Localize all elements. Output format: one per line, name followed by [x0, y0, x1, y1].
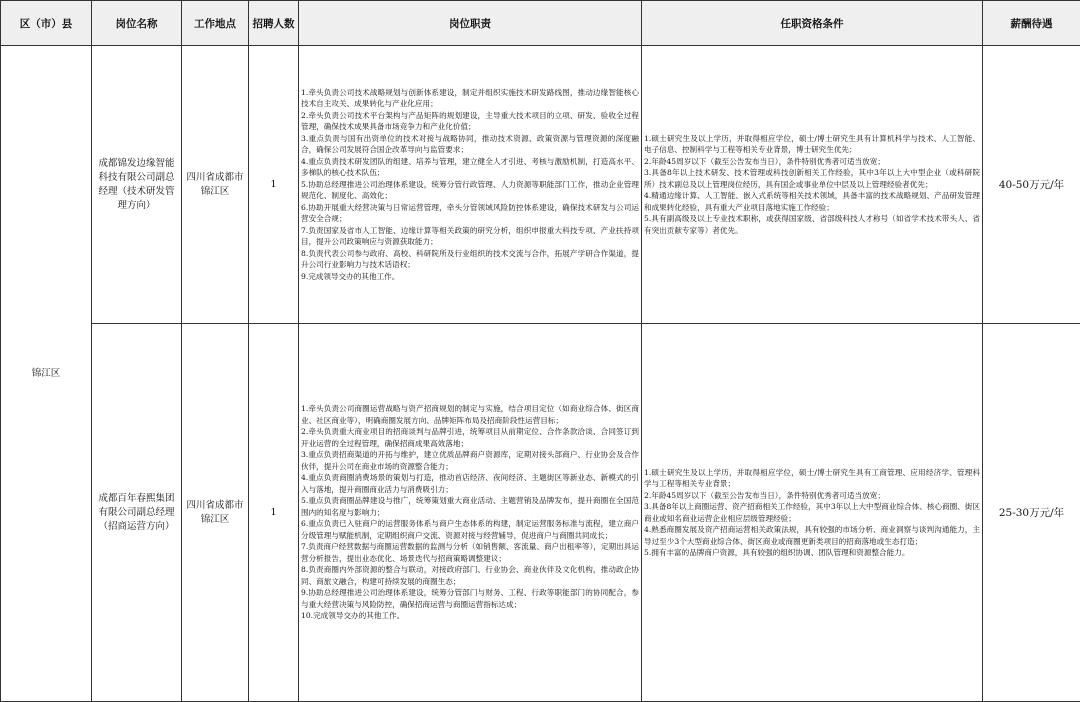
list-item: 4.重点负责技术研发团队的组建、培养与管理，建立健全人才引进、考核与激励机制，打造高水平、多梯队的核心技术队伍； [301, 156, 639, 178]
list-item: 1.牵头负责公司技术战略规划与创新体系建设，制定并组织实施技术研发路线图，推动边缘智能核心技术自主攻关、成果转化与产业化应用； [301, 87, 639, 109]
header-count: 招聘人数 [249, 1, 299, 46]
location-text: 四川省成都市锦江区 [186, 499, 244, 525]
table-row [1, 46, 1080, 324]
list-item: 8.负责代表公司参与政府、高校、科研院所及行业组织的技术交流与合作，拓展产学研合作渠道，提升公司行业影响力与技术话语权； [301, 248, 639, 270]
position-name: 成都百年春熙集团有限公司副总经理（招商运营方向） [98, 492, 175, 532]
list-item: 2.牵头负责重大商业项目的招商谈判与品牌引进，统筹项目从前期定位、合作条款洽谈、合同签订到开业运营的全过程管理，确保招商成果高效落地； [301, 427, 639, 448]
list-item: 8.负责商圈内外部资源的整合与联动，对接政府部门、行业协会、商业伙伴及文化机构，推动政企协同、商旅文融合，构建可持续发展的商圈生态； [301, 565, 639, 586]
list-item: 4.重点负责商圈消费场景的策划与打造，推动首店经济、夜间经济、主题街区等新业态、新模式的引入与落地，提升商圈商业活力与消费吸引力； [301, 473, 639, 494]
list-item: 1.牵头负责公司商圈运营战略与资产招商规划的制定与实施，结合项目定位（如商业综合体、街区商业、社区商业等），明确商圈发展方向、品牌矩阵布局及招商阶段性运营目标； [301, 404, 639, 425]
position-name: 成都锦发边缘智能科技有限公司副总经理（技术研发管理方向） [98, 157, 175, 211]
position-cell [92, 46, 182, 324]
list-item: 6.协助开展重大经营决策与日常运营管理，牵头分管领域风险防控体系建设，确保技术研发与公司运营安全合规； [301, 202, 639, 224]
list-item: 2.年龄45周岁以下（截至公告发布当日），条件特别优秀者可适当放宽； [644, 156, 885, 166]
qualifications-cell [642, 324, 983, 702]
list-item: 4.精通边缘计算、人工智能、嵌入式系统等相关技术领域，具备丰富的技术战略规划、产品研发管理和成果转化经验，具有重大产业项目落地实施工作经验； [644, 191, 980, 212]
salary-cell: 40-50万元/年 [983, 46, 1080, 324]
header-position: 岗位名称 [92, 1, 182, 46]
list-item: 1.硕士研究生及以上学历，并取得相应学位，硕士/博士研究生具有工商管理、应用经济学、管理科学与工程等相关专业背景； [644, 467, 980, 488]
header-location: 工作地点 [182, 1, 249, 46]
list-item: 3.具备8年以上商圈运营、资产招商相关工作经验，其中3年以上大中型商业综合体、核心商圈、街区商业或知名商业运营企业相应层级管理经验； [644, 502, 980, 523]
list-item: 1.硕士研究生及以上学历，并取得相应学位，硕士/博士研究生具有计算机科学与技术、人工智能、电子信息、控制科学与工程等相关专业背景，博士研究生优先； [644, 133, 980, 155]
list-item: 6.重点负责已入驻商户的运营服务体系与商户生态体系的构建，制定运营服务标准与流程，建立商户分级管理与赋能机制，定期组织商户交流、资源对接与经营辅导，促进商户与商圈共同成长； [301, 519, 639, 540]
list-item: 5.重点负责商圈品牌建设与推广，统筹策划重大商业活动、主题营销及品牌发布，提升商圈在全国范围内的知名度与影响力； [301, 496, 639, 517]
list-item: 3.重点负责招商渠道的开拓与维护，建立优质品牌商户资源库，定期对接头部商户、行业协会及合作伙伴，提升公司在商业市场的资源整合能力； [301, 450, 639, 471]
qualification-list [644, 133, 980, 237]
position-cell [92, 324, 182, 702]
list-item: 2.牵头负责公司技术平台架构与产品矩阵的规划建设，主导重大技术项目的立项、研发、验收全过程管理，确保技术成果具备市场竞争力和产业化价值； [301, 110, 639, 132]
qualifications-cell [642, 46, 983, 324]
list-item: 3.具备8年以上技术研发、技术管理或科技创新相关工作经验，其中3年以上大中型企业（或科研院所）技术副总及以上管理岗位经历，具有国企或事业单位中层及以上管理经验者优先； [644, 168, 980, 189]
header-district: 区（市）县 [1, 1, 92, 46]
list-item: 9.完成领导交办的其他工作。 [301, 271, 400, 281]
duties-cell [299, 46, 642, 324]
district-cell: 锦江区 [1, 46, 92, 702]
qualification-list [644, 467, 980, 559]
list-item: 3.重点负责与国有出资单位的技术对接与战略协同，推动技术资源、政策资源与管理资源的深度融合，确保公司发展符合国企改革导向与监管要求； [301, 133, 639, 155]
list-item: 2.年龄45周岁以下（截至公告发布当日），条件特别优秀者可适当放宽； [644, 490, 885, 500]
count-cell: 1 [249, 46, 299, 324]
list-item: 7.负责商户经营数据与商圈运营数据的监测与分析（如销售额、客流量、商户出租率等），定期出具运营分析报告，提出业态优化、场景迭代与招商策略调整建议； [301, 542, 639, 563]
list-item: 5.拥有丰富的品牌商户资源，具有较强的组织协调、团队管理和资源整合能力。 [644, 548, 910, 557]
location-cell [182, 324, 249, 702]
location-text: 四川省成都市锦江区 [186, 171, 244, 197]
duty-list [301, 87, 639, 283]
table-row [1, 324, 1080, 702]
header-qualifications: 任职资格条件 [642, 1, 983, 46]
salary-cell: 25-30万元/年 [983, 324, 1080, 702]
list-item: 5.协助总经理推进公司治理体系建设，统筹分管行政管理、人力资源等职能部门工作，推动企业管理规范化、制度化、高效化； [301, 179, 639, 201]
location-cell [182, 46, 249, 324]
count-cell: 1 [249, 324, 299, 702]
header-duties: 岗位职责 [299, 1, 642, 46]
list-item: 7.负责国家及省市人工智能、边缘计算等相关政策的研究分析，组织申报重大科技专项、产业扶持项目，提升公司政策响应与资源获取能力； [301, 225, 639, 247]
header-row [1, 1, 1080, 46]
list-item: 5.具有副高级及以上专业技术职称，或获得国家级、省部级科技人才称号（如省学术技术带头人、省有突出贡献专家等）者优先。 [644, 214, 980, 235]
duties-cell [299, 324, 642, 702]
list-item: 9.协助总经理推进公司治理体系建设，统筹分管部门与财务、工程、行政等职能部门的协同配合，参与重大经营决策与风险防控，确保招商运营与商圈运营指标达成； [301, 588, 639, 609]
list-item: 10.完成领导交办的其他工作。 [301, 611, 405, 621]
duty-list [301, 403, 639, 622]
header-salary: 薪酬待遇 [983, 1, 1080, 46]
list-item: 4.熟悉商圈发展及资产招商运营相关政策法规，具有较强的市场分析、商业洞察与谈判沟通能力，主导过至少3个大型商业综合体、街区商业或商圈更新类项目的招商落地或生态打造； [644, 525, 980, 546]
